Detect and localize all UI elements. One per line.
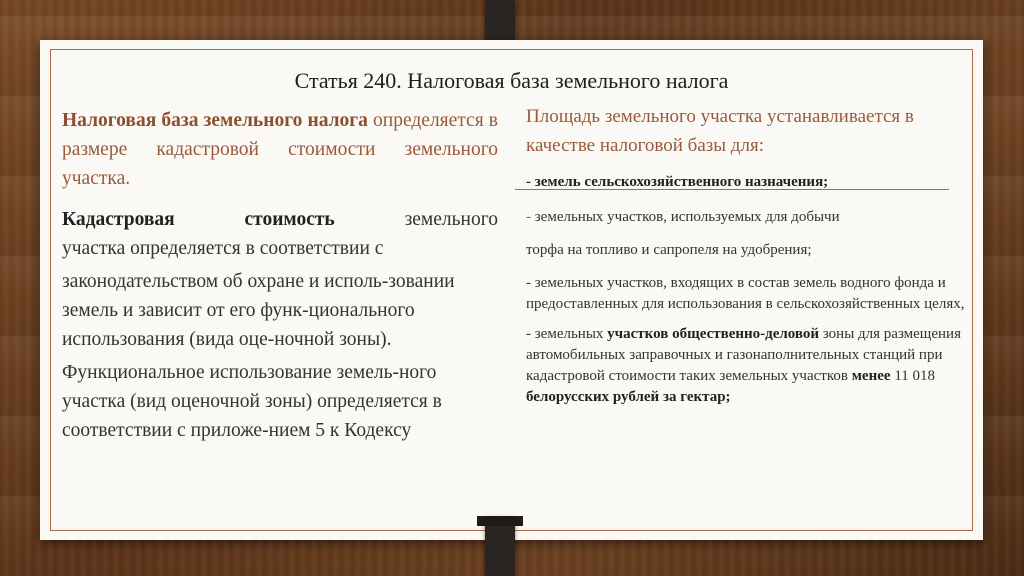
left-column — [62, 106, 498, 445]
tax-base-term: Налоговая база земельного налога — [62, 110, 368, 131]
cadastral-value-term: Кадастровая стоимость — [62, 209, 335, 230]
area-heading: Площадь земельного участка устанавливается в качестве налоговой базы для: — [526, 106, 914, 156]
bottom-binder-clip — [485, 516, 515, 576]
item-peat-extraction — [526, 207, 966, 228]
slide-title: Статья 240. Налоговая база земельного налога — [294, 68, 729, 93]
tax-base-definition — [62, 106, 498, 193]
tax-base-text: определяется в размере кадастровой стоимости земельного участка. — [62, 110, 499, 189]
item4-part-f: белорусских рублей за гектар; — [526, 389, 731, 405]
item-peat-text: земельных участков, используемых для добычи — [534, 209, 840, 225]
dash-marker: - — [526, 209, 531, 225]
item4-part-d: менее — [851, 368, 891, 384]
cadastral-value-line2: участка определяется в соответствии с — [62, 238, 384, 259]
cadastral-value-line1 — [62, 205, 498, 234]
item4-part-c: зоны для размещения автомобильных заправочных и газонаполнительных станций при кадастровой стоимости таких земельных участков — [526, 326, 961, 384]
item-water-fund: - земельных участков, входящих в состав земель водного фонда и предоставленных для использования в сельскохозяйственных целях, — [526, 275, 965, 312]
cadastral-value-word: земельного — [404, 209, 498, 230]
item-agricultural-text: - земель сельскохозяйственного назначения; — [526, 174, 829, 190]
functional-use-paragraph: Функциональное использование земель-ного участка (вид оценочной зоны) определяется в соответствии с приложе-нием 5 к Кодексу — [62, 362, 442, 441]
right-column — [526, 102, 966, 408]
cadastral-value-law: законодательством об охране и исполь-зовании земель и зависит от его функ-ционального использования (вида оце-ночной зоны). — [62, 271, 455, 350]
item-peat-continuation: торфа на топливо и сапропеля на удобрения; — [526, 242, 812, 258]
item4-part-e: 11 018 — [890, 368, 936, 384]
item-agricultural-land — [526, 172, 966, 193]
item4-part-b: участков общественно-деловой — [607, 326, 820, 342]
item4-part-a: - земельных — [526, 326, 608, 342]
item-public-business-zone — [526, 324, 966, 408]
slide-paper — [40, 40, 983, 540]
